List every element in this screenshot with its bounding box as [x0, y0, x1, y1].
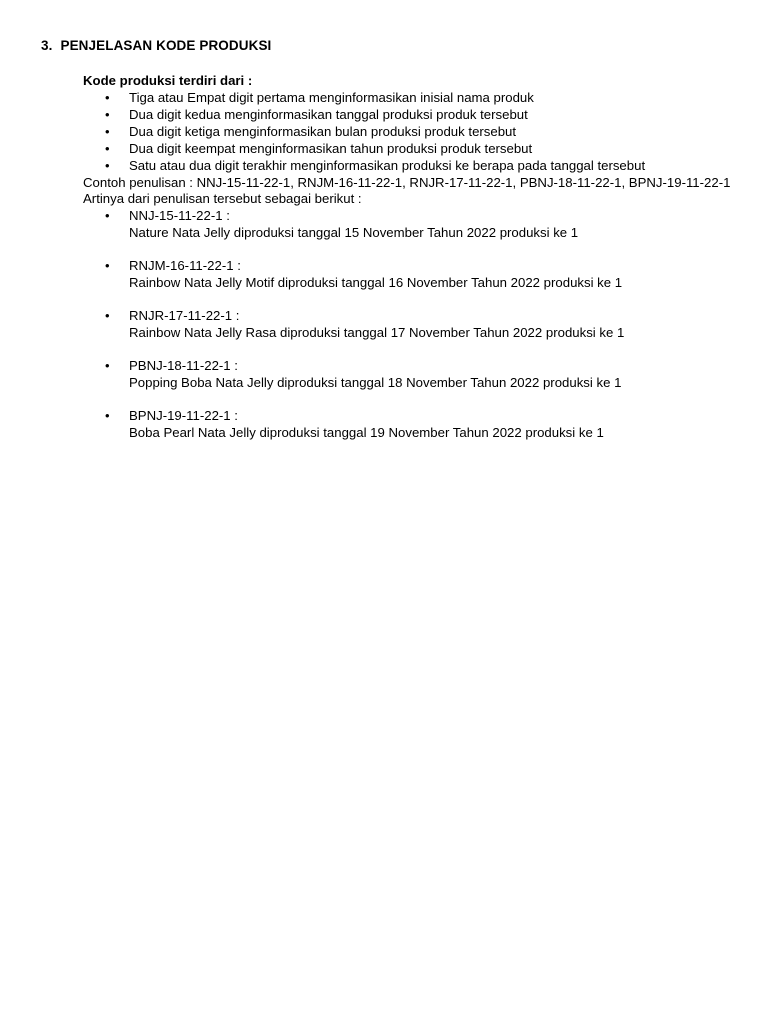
example-item	[83, 257, 743, 291]
code-components-list	[83, 89, 743, 174]
intro-label: Kode produksi terdiri dari :	[83, 73, 253, 88]
bullet-icon: •	[105, 358, 110, 373]
example-line: Contoh penulisan : NNJ-15-11-22-1, RNJM-16-11-22-1, RNJR-17-11-22-1, PBNJ-18-11-22-1, BPNJ-19-11-22-1	[83, 175, 731, 190]
example-item	[83, 357, 743, 391]
section-content	[83, 72, 743, 457]
list-item-text: Dua digit kedua menginformasikan tanggal produksi produk tersebut	[129, 107, 528, 122]
section-title: PENJELASAN KODE PRODUKSI	[60, 38, 272, 53]
example-code: RNJR-17-11-22-1 :	[129, 308, 240, 323]
bullet-icon: •	[105, 124, 110, 139]
list-item-text: Satu atau dua digit terakhir menginformasikan produksi ke berapa pada tanggal tersebut	[129, 158, 646, 173]
example-meaning: Boba Pearl Nata Jelly diproduksi tanggal 19 November Tahun 2022 produksi ke 1	[129, 425, 604, 440]
example-item	[83, 307, 743, 341]
example-item	[83, 207, 743, 241]
example-meaning: Popping Boba Nata Jelly diproduksi tanggal 18 November Tahun 2022 produksi ke 1	[129, 375, 622, 390]
list-item	[83, 89, 743, 106]
bullet-icon: •	[105, 408, 110, 423]
bullet-icon: •	[105, 90, 110, 105]
example-meaning: Nature Nata Jelly diproduksi tanggal 15 November Tahun 2022 produksi ke 1	[129, 225, 579, 240]
list-item-text: Dua digit keempat menginformasikan tahun produksi produk tersebut	[129, 141, 533, 156]
bullet-icon: •	[105, 141, 110, 156]
list-item	[83, 123, 743, 140]
example-item	[83, 407, 743, 441]
meaning-intro: Artinya dari penulisan tersebut sebagai berikut :	[83, 191, 362, 206]
bullet-icon: •	[105, 308, 110, 323]
example-meaning: Rainbow Nata Jelly Motif diproduksi tanggal 16 November Tahun 2022 produksi ke 1	[129, 275, 623, 290]
example-meaning: Rainbow Nata Jelly Rasa diproduksi tanggal 17 November Tahun 2022 produksi ke 1	[129, 325, 625, 340]
bullet-icon: •	[105, 208, 110, 223]
section-heading	[41, 38, 271, 53]
list-item	[83, 157, 743, 174]
list-item-text: Dua digit ketiga menginformasikan bulan produksi produk tersebut	[129, 124, 517, 139]
bullet-icon: •	[105, 258, 110, 273]
example-code: PBNJ-18-11-22-1 :	[129, 358, 238, 373]
list-item	[83, 140, 743, 157]
examples-list	[83, 207, 743, 441]
list-item-text: Tiga atau Empat digit pertama menginformasikan inisial nama produk	[129, 90, 534, 105]
section-number: 3.	[41, 38, 53, 53]
example-code: RNJM-16-11-22-1 :	[129, 258, 241, 273]
example-code: BPNJ-19-11-22-1 :	[129, 408, 238, 423]
list-item	[83, 106, 743, 123]
bullet-icon: •	[105, 107, 110, 122]
bullet-icon: •	[105, 158, 110, 173]
example-code: NNJ-15-11-22-1 :	[129, 208, 230, 223]
